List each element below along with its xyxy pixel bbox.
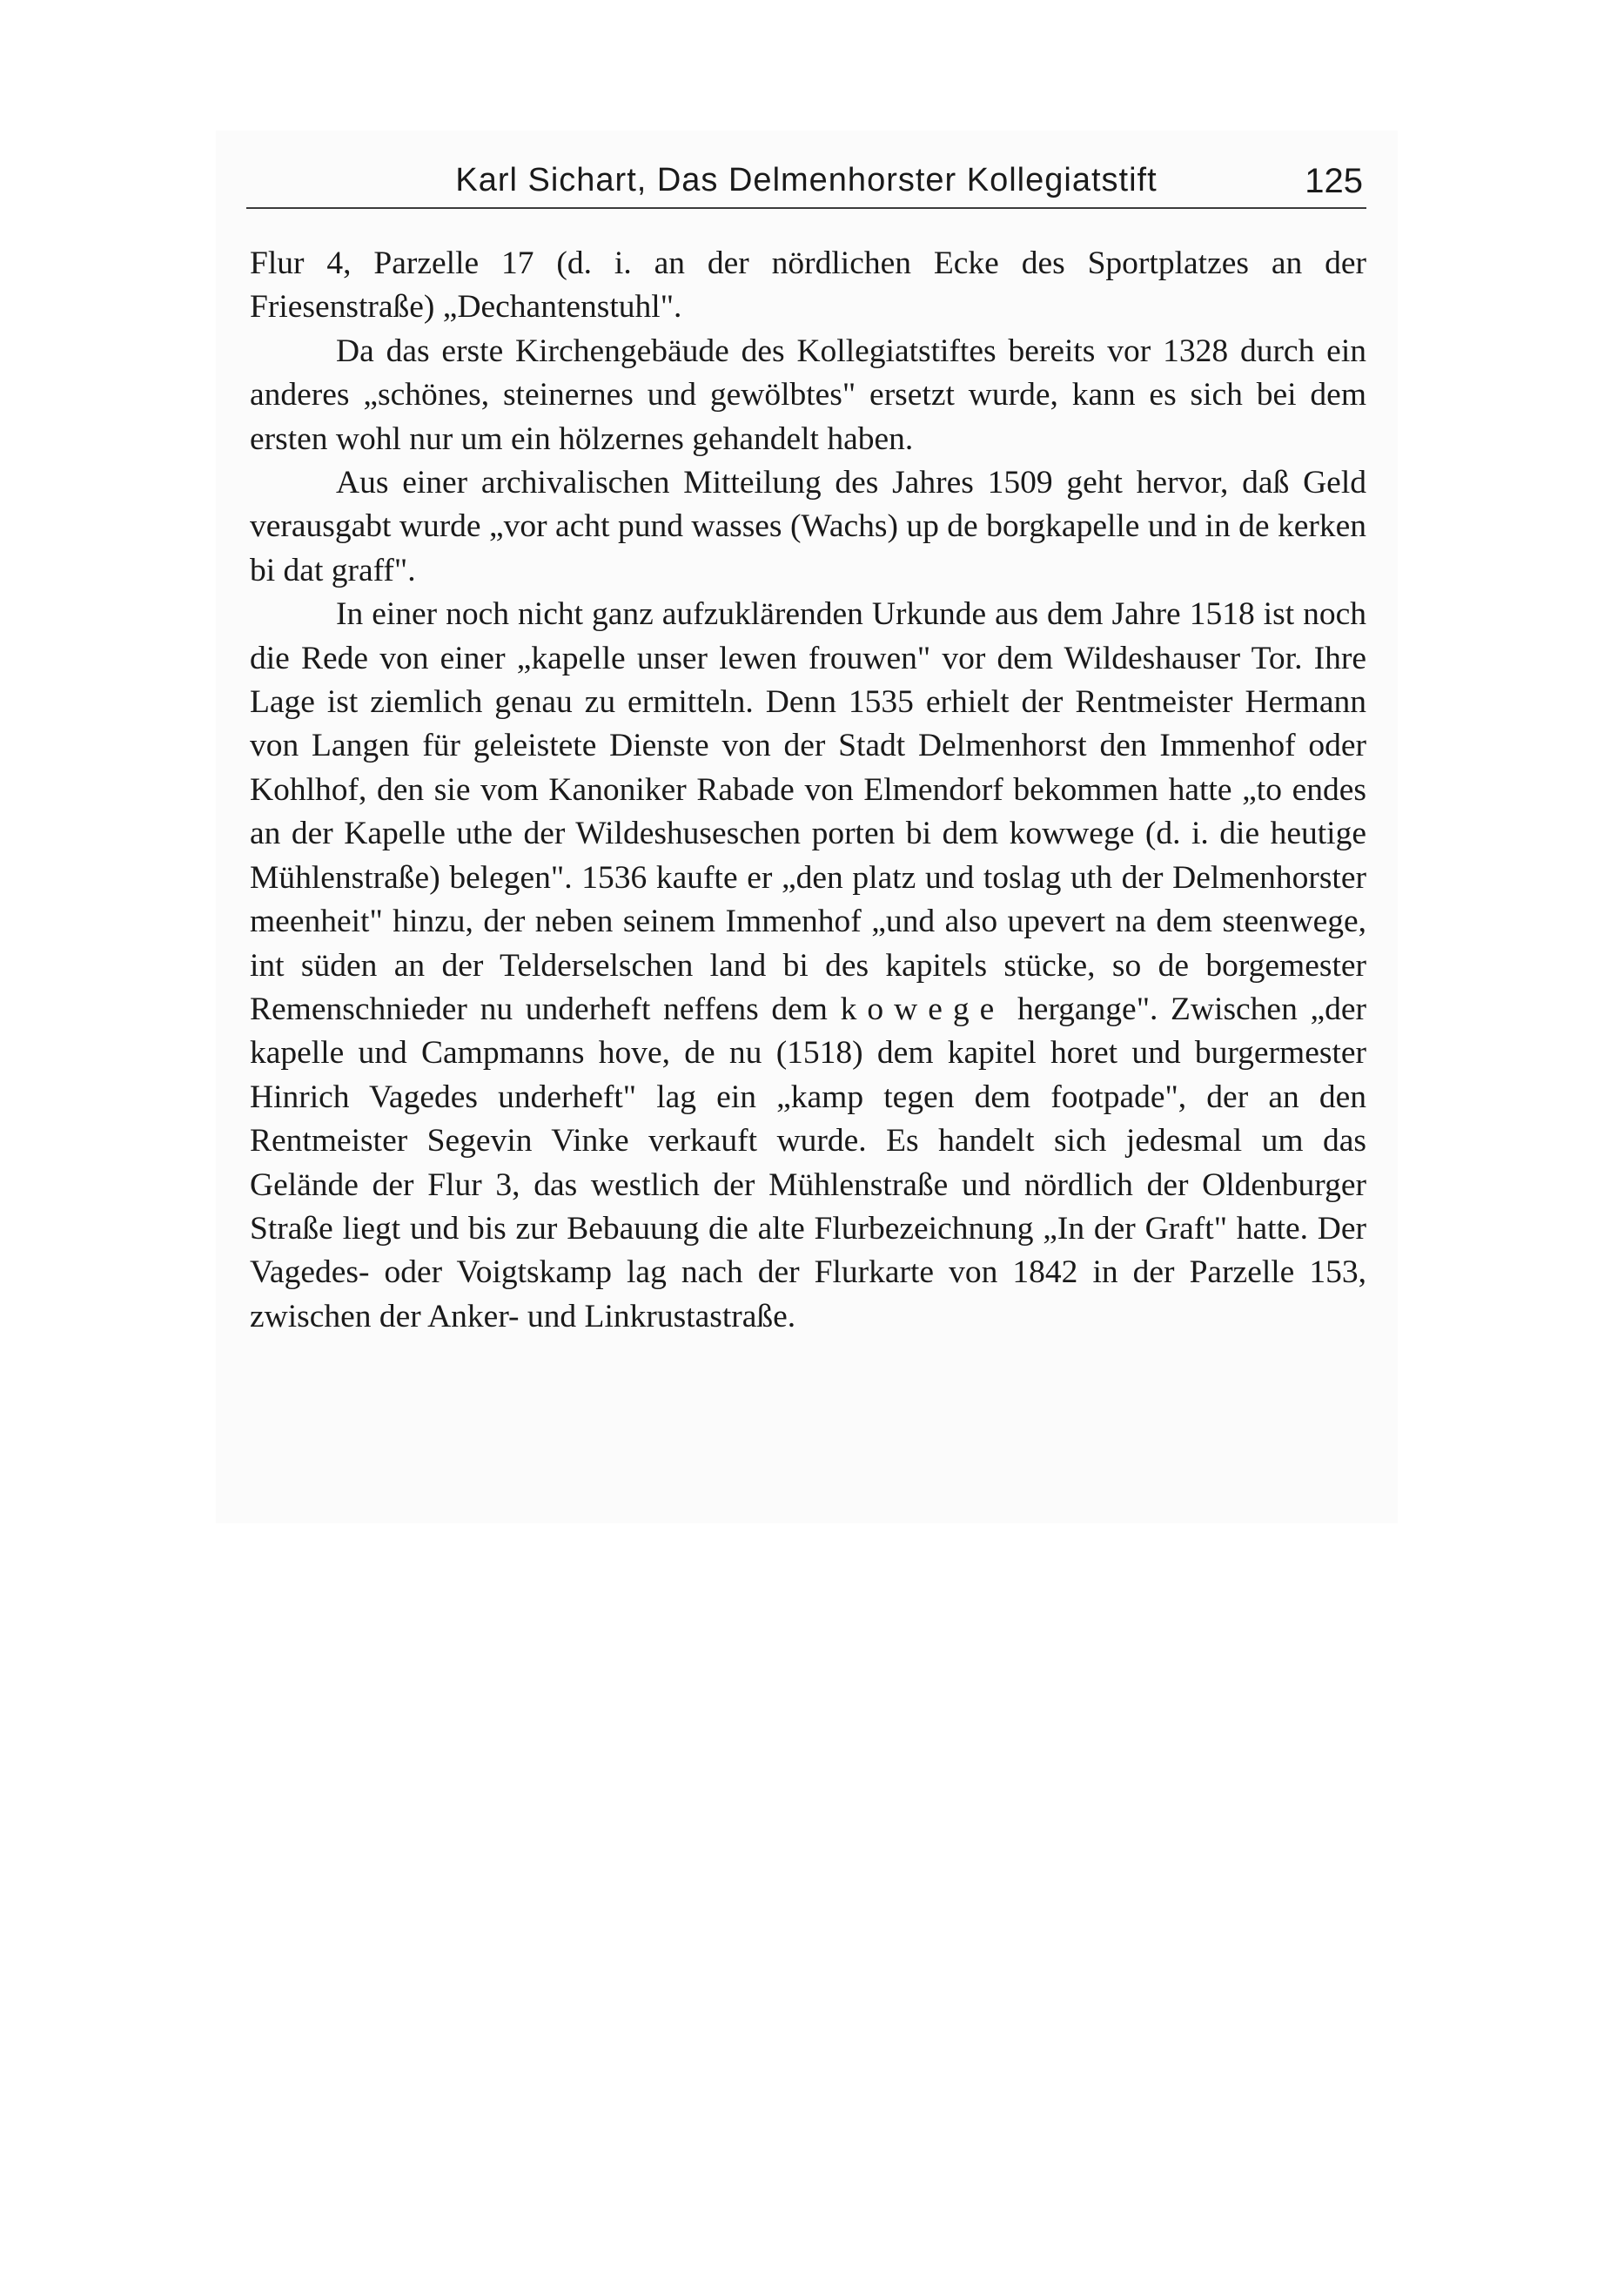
running-title: Karl Sichart, Das Delmenhorster Kollegiatstift: [455, 162, 1158, 198]
paragraph-4: [250, 593, 1366, 1339]
paragraph-4-text-b: hergange". Zwischen „der kapelle und Campmanns hove, de nu (1518) dem kapitel horet und burgermester Hinrich Vagedes underheft" lag ein „kamp tegen dem footpade", der an den Rentmeister Segevin Vinke verkauft wurde. Es handelt sich jedesmal um das Gelände der Flur 3, das westlich der Mühlenstraße und nördlich der Oldenburger Straße liegt und bis zur Bebauung die alte Flurbezeichnung „In der Graft" hatte. Der Vagedes- oder Voigtskamp lag nach der Flurkarte von 1842 in der Parzelle 153, zwischen der Anker- und Linkrustastraße.: [250, 991, 1367, 1334]
body-text: [250, 242, 1366, 1339]
page-number: 125: [1305, 162, 1363, 200]
paragraph-4-text-a: In einer noch nicht ganz aufzuklärenden Urkunde aus dem Jahre 1518 ist noch die Rede von einer „kapelle unser lewen frouwen" vor dem Wildeshauser Tor. Ihre Lage ist ziemlich genau zu ermitteln. Denn 1535 erhielt der Rentmeister Hermann von Langen für geleistete Dienste von der Stadt Delmenhorst den Immenhof oder Kohlhof, den sie vom Kanoniker Rabade von Elmendorf bekommen hatte „to endes an der Kapelle uthe der Wildeshuseschen porten bi dem kowwege (d. i. die heutige Mühlenstraße) belegen". 1536 kaufte er „den platz und toslag uth der Delmenhorster meenheit" hinzu, der neben seinem Immenhof „und also upevert na dem steenwege, int süden an der Telderselschen land bi des kapitels stücke, so de borgemester Remenschnieder nu underheft neffens dem: [250, 596, 1366, 1027]
spaced-word: kowege: [840, 991, 1005, 1027]
paragraph-2: Da das erste Kirchengebäude des Kollegiatstiftes bereits vor 1328 durch ein anderes „schönes, steinernes und gewölbtes" ersetzt wurde, kann es sich bei dem ersten wohl nur um ein hölzernes gehandelt haben.: [250, 333, 1366, 457]
running-header: [246, 157, 1366, 209]
paragraph-1: Flur 4, Parzelle 17 (d. i. an der nördlichen Ecke des Sportplatzes an der Friesenstraße) „Dechantenstuhl".: [250, 245, 1366, 326]
paragraph-3: Aus einer archivalischen Mitteilung des Jahres 1509 geht hervor, daß Geld verausgabt wurde „vor acht pund wasses (Wachs) up de borgkapelle und in de kerken bi dat graff".: [250, 465, 1366, 588]
